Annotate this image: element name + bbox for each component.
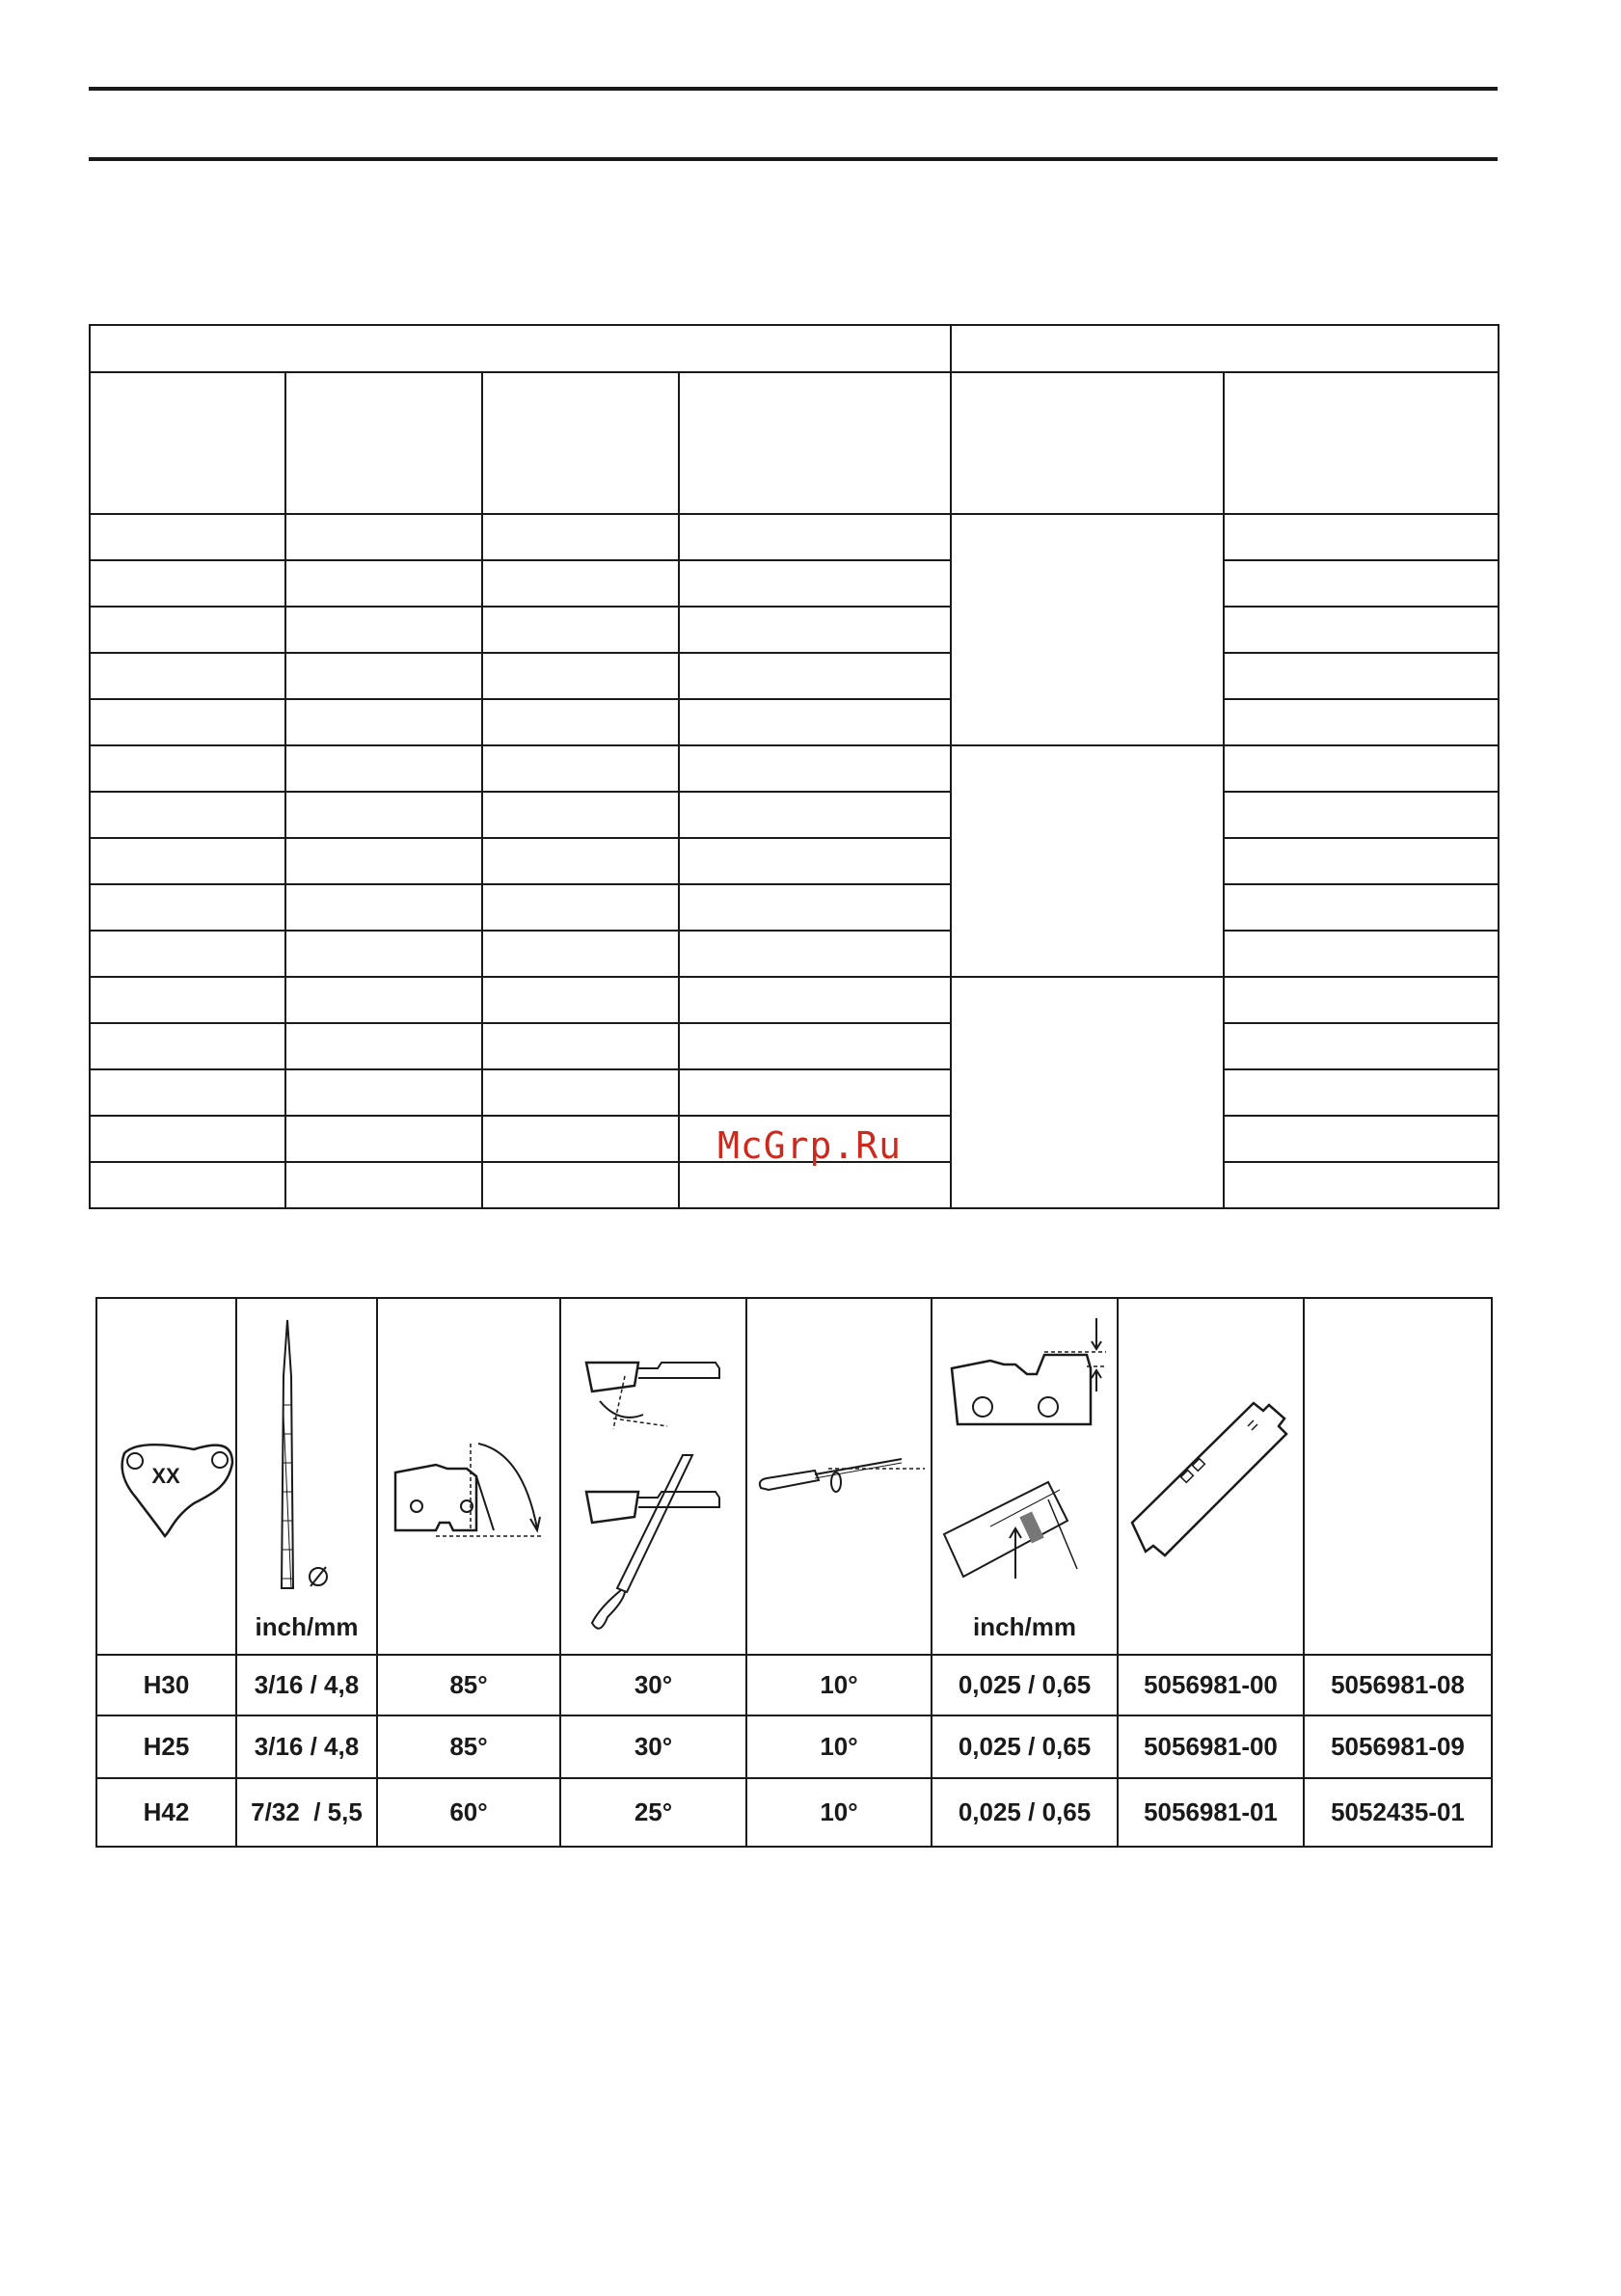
file-diameter-unit: inch/mm	[255, 1612, 359, 1641]
spec-cell	[1224, 1116, 1499, 1162]
spec-cell	[285, 1116, 482, 1162]
spec-cell	[285, 745, 482, 792]
table-row	[96, 1715, 1492, 1778]
spec-cell	[482, 838, 679, 884]
spec-cell	[482, 1162, 679, 1208]
spec-cell	[285, 699, 482, 745]
spec-cell	[679, 838, 951, 884]
file-size: 3/16 / 4,8	[236, 1715, 377, 1778]
spec-row	[90, 607, 1499, 653]
spec-cell	[1224, 1162, 1499, 1208]
spec-merged-cell	[951, 745, 1224, 977]
cutting-angle: 30°	[560, 1715, 746, 1778]
spec-cell	[1224, 977, 1499, 1023]
spec-row	[90, 560, 1499, 607]
spec-cell	[90, 699, 285, 745]
spec-merged-cell	[951, 514, 1224, 745]
chain-type: H25	[96, 1715, 236, 1778]
watermark-text: McGrp.Ru	[717, 1124, 903, 1167]
spec-cell	[1224, 1069, 1499, 1116]
spec-cell	[482, 653, 679, 699]
spec-cell	[285, 884, 482, 931]
spec-row	[90, 699, 1499, 745]
spec-cell	[285, 1162, 482, 1208]
spec-cell	[90, 1023, 285, 1069]
spec-cell	[1224, 884, 1499, 931]
chain-stamp-icon	[97, 1299, 237, 1656]
spec-cell	[679, 931, 951, 977]
file-gauge-part: 5056981-01	[1118, 1778, 1304, 1847]
depth-gauge-setting: 0,025 / 0,65	[932, 1655, 1118, 1715]
cutting-angle: 30°	[560, 1655, 746, 1715]
spec-cell	[482, 977, 679, 1023]
chain-stamp-cell	[96, 1298, 236, 1655]
stamp-text: XX	[151, 1464, 180, 1488]
top-plate-angle: 85°	[377, 1715, 560, 1778]
spec-merged-cell	[951, 977, 1224, 1208]
spec-cell	[482, 560, 679, 607]
spec-cell	[90, 792, 285, 838]
depth-gauge-icon	[932, 1299, 1119, 1656]
spec-cell	[679, 560, 951, 607]
spec-cell	[1224, 931, 1499, 977]
depth-tool-part: 5056981-09	[1304, 1715, 1492, 1778]
spec-cell	[285, 792, 482, 838]
spec-cell	[679, 607, 951, 653]
spec-cell	[1224, 792, 1499, 838]
spec-row	[90, 745, 1499, 792]
spec-cell	[1224, 653, 1499, 699]
spec-cell	[679, 699, 951, 745]
spec-cell	[482, 1069, 679, 1116]
spec-cell	[285, 1023, 482, 1069]
chain-type: H42	[96, 1778, 236, 1847]
spec-cell	[285, 1069, 482, 1116]
spec-row	[90, 931, 1499, 977]
chain-type: H30	[96, 1655, 236, 1715]
depth-gauge-tool-cell	[1304, 1298, 1492, 1655]
table-row	[96, 1778, 1492, 1847]
spec-row	[90, 1023, 1499, 1069]
spec-row	[90, 514, 1499, 560]
spec-column-header	[482, 372, 679, 514]
file-tilt: 10°	[746, 1778, 932, 1847]
file-gauge-part: 5056981-00	[1118, 1715, 1304, 1778]
spec-cell	[482, 607, 679, 653]
spec-cell	[285, 977, 482, 1023]
spec-cell	[482, 1023, 679, 1069]
spec-cell	[90, 745, 285, 792]
spec-cell	[679, 745, 951, 792]
spec-cell	[285, 514, 482, 560]
spec-cell	[679, 1069, 951, 1116]
header-rule-top	[89, 87, 1498, 91]
spec-cell	[1224, 699, 1499, 745]
spec-cell	[90, 977, 285, 1023]
spec-cell	[482, 884, 679, 931]
spec-cell	[679, 884, 951, 931]
spec-cell	[679, 514, 951, 560]
spec-cell	[1224, 560, 1499, 607]
spec-cell	[90, 607, 285, 653]
file-size: 7/32 / 5,5	[236, 1778, 377, 1847]
spec-cell	[679, 792, 951, 838]
file-size: 3/16 / 4,8	[236, 1655, 377, 1715]
depth-gauge-unit: inch/mm	[973, 1612, 1076, 1641]
spec-cell	[285, 607, 482, 653]
illustration-row	[96, 1298, 1492, 1655]
spec-cell	[285, 653, 482, 699]
spec-column-header	[679, 372, 951, 514]
round-file-icon	[237, 1299, 378, 1656]
top-plate-angle: 85°	[377, 1655, 560, 1715]
spec-cell	[90, 931, 285, 977]
top-plate-angle-cell	[377, 1298, 560, 1655]
spec-group-header-left	[90, 325, 951, 372]
spec-cell	[1224, 838, 1499, 884]
spec-row	[90, 977, 1499, 1023]
spec-row	[90, 653, 1499, 699]
header-rule-second	[89, 157, 1498, 161]
spec-cell	[285, 560, 482, 607]
spec-cell	[90, 1116, 285, 1162]
top-plate-angle-icon	[378, 1299, 561, 1656]
spec-cell	[1224, 1023, 1499, 1069]
spec-cell	[90, 653, 285, 699]
spec-cell	[90, 884, 285, 931]
file-gauge-part: 5056981-00	[1118, 1655, 1304, 1715]
cutting-angle: 25°	[560, 1778, 746, 1847]
cutting-angle-cell	[560, 1298, 746, 1655]
spec-cell	[679, 1023, 951, 1069]
cutting-angle-icon	[561, 1299, 747, 1656]
spec-row	[90, 1162, 1499, 1208]
round-file-cell	[236, 1298, 377, 1655]
file-gauge-cell	[1118, 1298, 1304, 1655]
spec-cell	[679, 1162, 951, 1208]
spec-cell	[1224, 514, 1499, 560]
spec-cell	[482, 514, 679, 560]
spec-column-header	[1224, 372, 1499, 514]
spec-cell	[482, 1116, 679, 1162]
depth-gauge-cell	[932, 1298, 1118, 1655]
spec-table	[89, 324, 1499, 1209]
file-gauge-tool-icon	[1119, 1299, 1305, 1656]
sharpening-table	[95, 1297, 1493, 1848]
depth-gauge-setting: 0,025 / 0,65	[932, 1778, 1118, 1847]
spec-cell	[90, 838, 285, 884]
table-row	[96, 1655, 1492, 1715]
file-tilt: 10°	[746, 1715, 932, 1778]
spec-column-header	[285, 372, 482, 514]
spec-cell	[482, 745, 679, 792]
spec-cell	[679, 977, 951, 1023]
spec-cell	[285, 838, 482, 884]
spec-group-header-row	[90, 325, 1499, 372]
spec-cell	[482, 792, 679, 838]
spec-cell	[482, 699, 679, 745]
spec-row	[90, 792, 1499, 838]
top-plate-angle: 60°	[377, 1778, 560, 1847]
spec-cell	[90, 514, 285, 560]
spec-cell	[482, 931, 679, 977]
depth-gauge-setting: 0,025 / 0,65	[932, 1715, 1118, 1778]
spec-row	[90, 838, 1499, 884]
spec-row	[90, 1069, 1499, 1116]
spec-cell	[90, 1069, 285, 1116]
spec-cell	[90, 560, 285, 607]
depth-tool-part: 5052435-01	[1304, 1778, 1492, 1847]
depth-tool-part: 5056981-08	[1304, 1655, 1492, 1715]
file-tilt-cell	[746, 1298, 932, 1655]
file-tilt: 10°	[746, 1655, 932, 1715]
spec-cell	[1224, 607, 1499, 653]
spec-column-header	[951, 372, 1224, 514]
spec-cell	[285, 931, 482, 977]
spec-row	[90, 884, 1499, 931]
spec-cell	[1224, 745, 1499, 792]
file-tilt-icon	[747, 1299, 932, 1656]
spec-column-header	[90, 372, 285, 514]
spec-cell	[679, 653, 951, 699]
spec-column-header-row	[90, 372, 1499, 514]
spec-group-header-right	[951, 325, 1499, 372]
spec-cell	[90, 1162, 285, 1208]
